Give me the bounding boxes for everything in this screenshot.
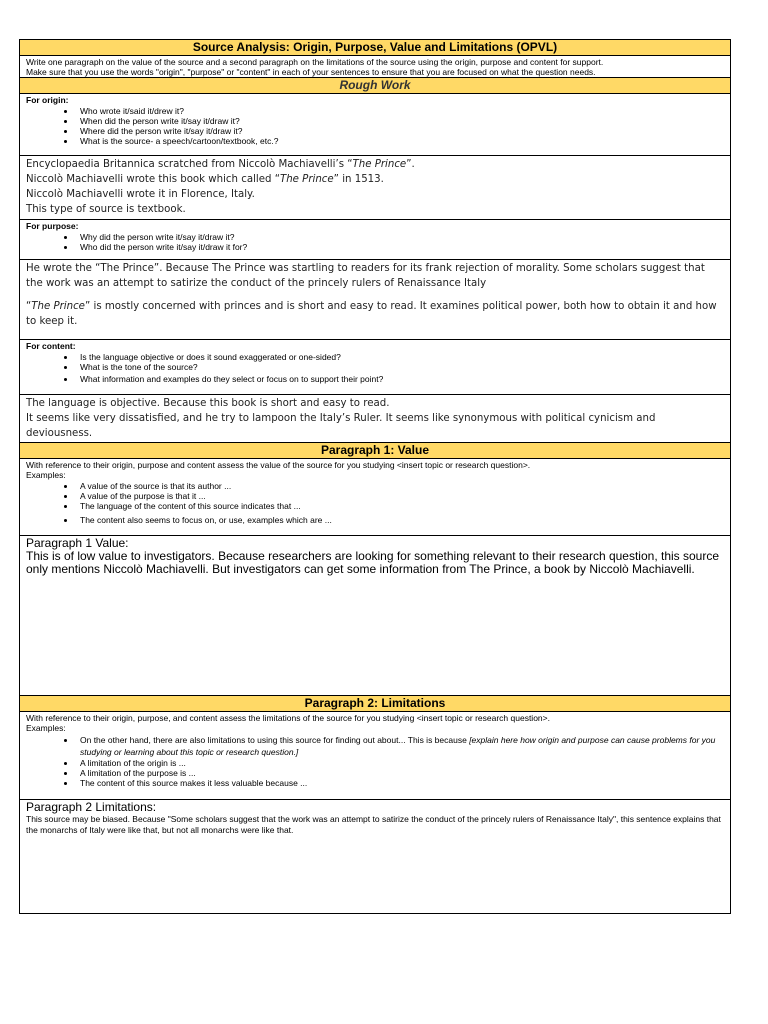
worksheet-title: Source Analysis: Origin, Purpose, Value and Limitations (OPVL) — [20, 40, 730, 56]
origin-prompts — [20, 94, 730, 156]
content-prompts — [20, 340, 730, 395]
paragraph-2-instruction: With reference to their origin, purpose, and content assess the limitations of the source for you studying <insert topic or research question>. — [26, 713, 550, 723]
purpose-notes — [20, 260, 730, 340]
paragraph-2-answer — [20, 800, 730, 913]
list-item: • Who wrote it/said it/drew it? — [76, 106, 724, 116]
origin-prompt-list — [26, 106, 724, 146]
list-item: • Who did the person write it/say it/draw it for? — [76, 242, 724, 252]
intro-instructions — [20, 56, 730, 78]
paragraph-2-header: Paragraph 2: Limitations — [20, 696, 730, 712]
intro-line-2: Make sure that you use the words "origin", "purpose" or "content" in each of your sentences to ensure that you are focused on what the question needs. — [26, 67, 596, 77]
content-note-1: The language is objective. Because this book is short and easy to read. — [26, 398, 390, 409]
list-item: • A limitation of the origin is ... — [76, 758, 724, 768]
list-item: • A value of the source is that its author ... — [76, 481, 724, 491]
paragraph-2-example-list — [26, 734, 724, 788]
paragraph-1-example-list — [26, 481, 724, 525]
content-label: For content: — [26, 341, 76, 351]
origin-note-4: This type of source is textbook. — [26, 204, 186, 215]
rough-work-header: Rough Work — [20, 78, 730, 94]
content-note-2: It seems like very dissatisfied, and he try to lampoon the Italy’s Ruler. It seems like synonymous with political cynicism and deviousness. — [26, 413, 656, 439]
list-item: • Why did the person write it/say it/draw it? — [76, 232, 724, 242]
paragraph-2-guidance — [20, 712, 730, 800]
list-item: • The content of this source makes it less valuable because ... — [76, 778, 724, 788]
paragraph-1-answer-title: Paragraph 1 Value: — [26, 536, 129, 550]
list-item: • On the other hand, there are also limitations to using this source for finding out about... This is because [explain here how origin and purpose can cause problems for you studying or learning about this topic or research question.] — [76, 734, 724, 758]
list-item: • A limitation of the purpose is ... — [76, 768, 724, 778]
origin-note-3: Niccolò Machiavelli wrote it in Florence, Italy. — [26, 189, 255, 200]
opvl-worksheet — [19, 39, 731, 914]
origin-notes — [20, 156, 730, 220]
paragraph-2-answer-title: Paragraph 2 Limitations: — [26, 800, 157, 814]
origin-note-2: Niccolò Machiavelli wrote this book which called “The Prince” in 1513. — [26, 174, 384, 185]
list-item: • Is the language objective or does it sound exaggerated or one-sided? — [76, 352, 724, 362]
origin-note-1: Encyclopaedia Britannica scratched from Niccolò Machiavelli’s “The Prince”. — [26, 159, 415, 170]
list-item: • Where did the person write it/say it/draw it? — [76, 126, 724, 136]
list-item: • What information and examples do they select or focus on to support their point? — [76, 374, 724, 384]
purpose-prompts — [20, 220, 730, 260]
content-prompt-list — [26, 352, 724, 384]
origin-label: For origin: — [26, 95, 69, 105]
paragraph-1-instruction: With reference to their origin, purpose and content assess the value of the source for you studying <insert topic or research question>. — [26, 460, 531, 470]
intro-line-1: Write one paragraph on the value of the source and a second paragraph on the limitations of the source using the origin, purpose and content for support. — [26, 57, 604, 67]
paragraph-1-guidance — [20, 459, 730, 536]
purpose-note-2: “The Prince” is mostly concerned with princes and is short and easy to read. It examines political power, both how to obtain it and how to keep it. — [26, 301, 717, 327]
purpose-prompt-list — [26, 232, 724, 252]
list-item: • When did the person write it/say it/draw it? — [76, 116, 724, 126]
paragraph-2-answer-text: This source may be biased. Because "Some scholars suggest that the work was an attempt to satirize the conduct of the princely rulers of Renaissance Italy", this sentence explains that the monarchs of Italy were like that, but not all monarchs were like that. — [26, 814, 721, 835]
list-item: • The content also seems to focus on, or use, examples which are ... — [76, 515, 724, 525]
list-item: • What is the source- a speech/cartoon/textbook, etc.? — [76, 136, 724, 146]
purpose-note-1: He wrote the “The Prince”. Because The Prince was startling to readers for its frank rejection of morality. Some scholars suggest that the work was an attempt to satirize the conduct of the princely rulers of Renaissance Italy — [26, 263, 705, 289]
paragraph-1-header: Paragraph 1: Value — [20, 443, 730, 459]
content-notes — [20, 395, 730, 443]
paragraph-1-answer-text: This is of low value to investigators. Because researchers are looking for something relevant to their research question, this source only mentions Niccolò Machiavelli. But investigators can get some information from The Prince, a book by Niccolò Machiavelli. — [26, 549, 720, 576]
list-item: • A value of the purpose is that it ... — [76, 491, 724, 501]
paragraph-1-answer — [20, 536, 730, 696]
paragraph-1-examples-label: Examples: — [26, 470, 66, 480]
purpose-label: For purpose: — [26, 221, 79, 231]
list-item: • What is the tone of the source? — [76, 362, 724, 372]
list-item: • The language of the content of this source indicates that ... — [76, 501, 724, 511]
paragraph-2-examples-label: Examples: — [26, 723, 66, 733]
